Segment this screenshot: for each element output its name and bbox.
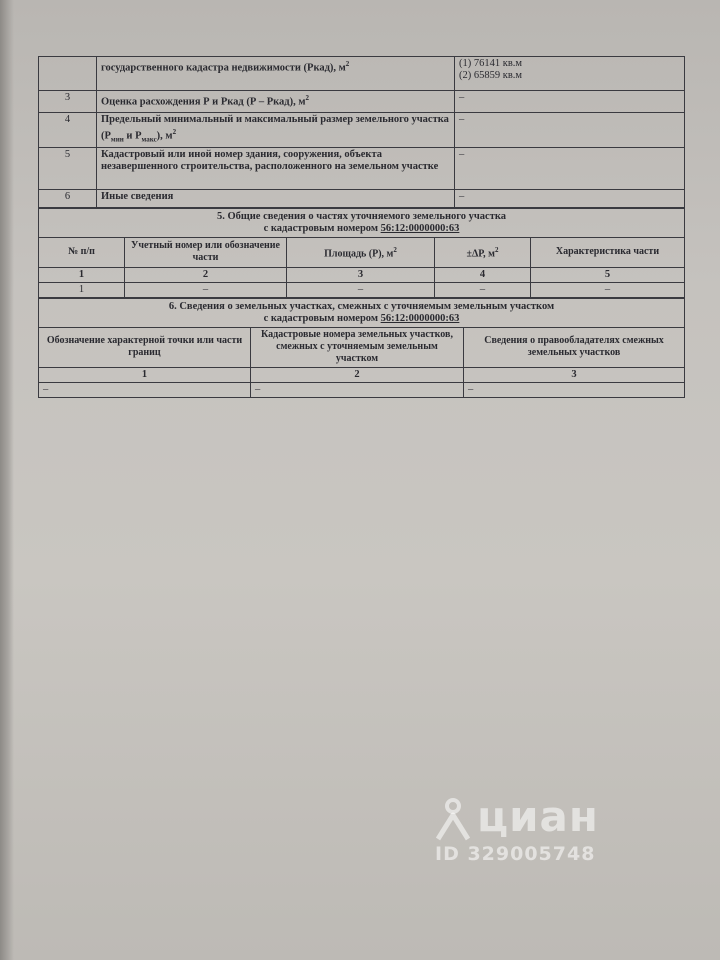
document-page (38, 56, 684, 398)
table-cell: – (287, 282, 435, 297)
row-label: Кадастровый или иной номер здания, сооружения, объекта незавершенного строительства, расположенного на земельном участке (97, 147, 455, 189)
column-header: Учетный номер или обозначение части (125, 237, 287, 267)
table-section-6 (38, 298, 685, 398)
table-cell: 1 (39, 282, 125, 297)
table-cell: 4 (435, 267, 531, 282)
row-number: 3 (39, 91, 97, 113)
watermark-brand: циан (477, 792, 599, 841)
table-cell: – (39, 382, 251, 397)
row-number: 4 (39, 113, 97, 148)
header-row (39, 237, 685, 267)
table-cell: – (435, 282, 531, 297)
table-row (39, 282, 685, 297)
row-label: Иные сведения (97, 189, 455, 207)
table-cell: – (531, 282, 685, 297)
row-number: 6 (39, 189, 97, 207)
row-value: – (455, 147, 685, 189)
watermark (435, 775, 695, 875)
column-header: ±ΔР, $м^2$ (435, 237, 531, 267)
table-cell: – (464, 382, 685, 397)
table-cell: 5 (531, 267, 685, 282)
table-cell: 1 (39, 267, 125, 282)
table-section-5 (38, 208, 685, 298)
section-6-title: 6. Сведения о земельных участках, смежных с уточняемым земельным участком с кадастровым номером 56:12:0000000:63 (39, 298, 685, 327)
cadastral-number: 56:12:0000000:63 (380, 312, 460, 324)
column-header: Площадь (Р), $м^2$ (287, 237, 435, 267)
row-label: Предельный минимальный и максимальный размер земельного участка ($Р_{мин}$ и $Р_{макс}$), $м^2$ (97, 113, 455, 148)
row-label: Оценка расхождения Р и Ркад (Р – Ркад), $м^2$ (97, 91, 455, 113)
table-cell: 3 (464, 367, 685, 382)
cadastral-number: 56:12:0000000:63 (380, 222, 460, 234)
page-edge-shadow (0, 0, 14, 960)
table-row (39, 91, 685, 113)
table-row (39, 189, 685, 207)
table-row (39, 113, 685, 148)
table-row (39, 57, 685, 91)
column-header: № п/п (39, 237, 125, 267)
table-cell: 2 (125, 267, 287, 282)
row-number: 5 (39, 147, 97, 189)
location-pin-icon (435, 797, 471, 841)
column-header: Обозначение характерной точки или части границ (39, 327, 251, 367)
table-cell: 2 (251, 367, 464, 382)
row-value: – (455, 189, 685, 207)
row-number (39, 57, 97, 91)
section-5-title: 5. Общие сведения о частях уточняемого земельного участка с кадастровым номером 56:12:0000000:63 (39, 208, 685, 237)
section-title-row (39, 208, 685, 237)
table-row (39, 382, 685, 397)
row-value: – (455, 113, 685, 148)
table-cell: – (125, 282, 287, 297)
header-row (39, 327, 685, 367)
table-cell: 3 (287, 267, 435, 282)
table-row (39, 147, 685, 189)
row-value: (1) 76141 кв.м (2) 65859 кв.м (455, 57, 685, 91)
table-cell: – (251, 382, 464, 397)
column-header: Кадастровые номера земельных участков, смежных с уточняемым земельным участком (251, 327, 464, 367)
table-area-info (38, 56, 685, 208)
row-label: государственного кадастра недвижимости (Ркад), $м^2$ (97, 57, 455, 91)
table-cell: 1 (39, 367, 251, 382)
column-header: Характеристика части (531, 237, 685, 267)
row-value: – (455, 91, 685, 113)
column-header: Сведения о правообладателях смежных земельных участков (464, 327, 685, 367)
index-row (39, 267, 685, 282)
watermark-id: ID 329005748 (435, 843, 596, 865)
index-row (39, 367, 685, 382)
section-title-row (39, 298, 685, 327)
